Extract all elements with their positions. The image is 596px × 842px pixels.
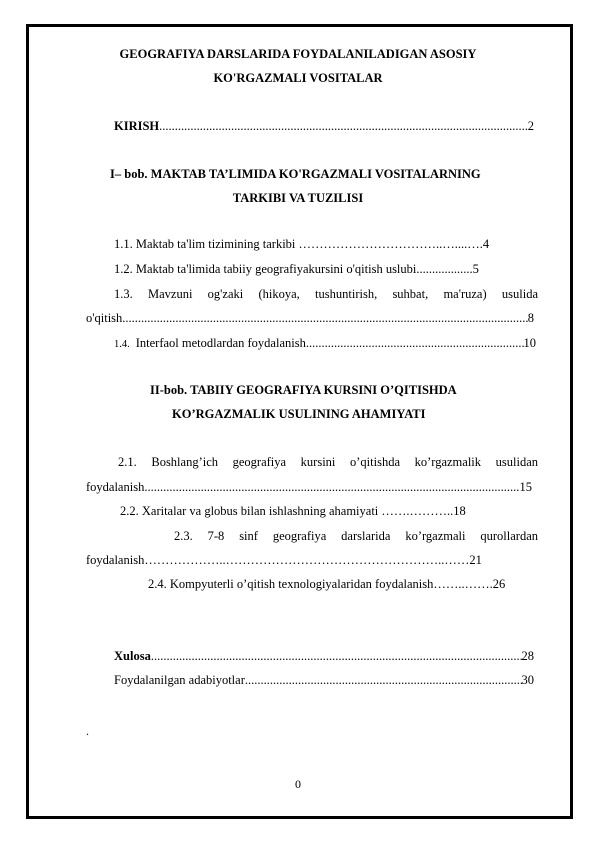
toc-page: 10: [523, 336, 536, 350]
leader-dots: [144, 479, 519, 495]
toc-entry-2-1-line1[interactable]: 2.1. Boshlang’ich geografiya kursini o’qitishda ko’rgazmalik usulidan: [118, 455, 538, 469]
toc-page: 15: [519, 480, 532, 494]
leader-dots: [159, 118, 528, 134]
toc-entry-adabiyotlar[interactable]: [114, 672, 534, 688]
toc-entry-xulosa[interactable]: [114, 648, 534, 664]
leader-dots: [245, 672, 522, 688]
toc-label: foydalanish: [86, 480, 145, 494]
page-number: 0: [295, 777, 301, 791]
toc-entry-2-3-line1[interactable]: 2.3. 7-8 sinf geografiya darslarida ko’rgazmali qurollardan: [174, 529, 538, 543]
toc-entry-2-3-line2[interactable]: foydalanish………………..……………………………………………..……21: [86, 553, 482, 567]
toc-entry-1-1[interactable]: 1.1. Maktab ta'lim tizimining tarkibi ……………………………..…....….4: [114, 237, 490, 251]
document-title-line2: KO'RGAZMALI VOSITALAR: [213, 71, 383, 85]
toc-label: Xulosa: [114, 649, 151, 663]
toc-number: 1.4.: [114, 339, 130, 350]
toc-entry-2-1-line2[interactable]: [86, 479, 532, 495]
document-title-line1: GEOGRAFIYA DARSLARIDA FOYDALANILADIGAN ASOSIY: [119, 47, 477, 61]
toc-label: Interfaol metodlardan foydalanish: [135, 336, 306, 350]
chapter2-heading-line1: II-bob. TABIIY GEOGRAFIYA KURSINI O’QITISHDA: [150, 383, 457, 397]
toc-entry-1-3-line1[interactable]: 1.3. Mavzuni og'zaki (hikoya, tushuntirish, suhbat, ma'ruza) usulida: [114, 287, 538, 301]
toc-label: o'qitish: [86, 311, 123, 325]
toc-page: 28: [521, 649, 534, 663]
toc-entry-1-2[interactable]: 1.2. Maktab ta'limida tabiiy geografiyakursini o'qitish uslubi..................5: [114, 262, 479, 276]
chapter1-heading-line2: TARKIBI VA TUZILISI: [232, 191, 364, 205]
toc-label: KIRISH: [114, 119, 160, 133]
toc-entry-1-3-line2[interactable]: [86, 310, 534, 326]
toc-label: Foydalanilgan adabiyotlar: [114, 673, 245, 687]
leader-dots: [122, 310, 527, 326]
toc-entry-kirish[interactable]: [114, 118, 534, 134]
stray-mark: .: [86, 724, 89, 738]
toc-entry-2-4[interactable]: 2.4. Kompyuterli o’qitish texnologiyalaridan foydalanish……..…….26: [148, 577, 506, 591]
leader-dots: [306, 335, 524, 351]
toc-entry-2-2[interactable]: 2.2. Xaritalar va globus bilan ishlashning ahamiyati …….………..18: [120, 504, 466, 518]
toc-entry-1-4[interactable]: [114, 335, 536, 353]
leader-dots: [151, 648, 522, 664]
toc-page: 8: [527, 311, 534, 325]
chapter1-heading-line1: I– bob. MAKTAB TA’LIMIDA KO'RGAZMALI VOSITALARNING: [110, 167, 481, 181]
toc-page: 30: [521, 673, 534, 687]
toc-page: 2: [527, 119, 534, 133]
chapter2-heading-line2: KO’RGAZMALIK USULINING AHAMIYATI: [172, 407, 426, 421]
